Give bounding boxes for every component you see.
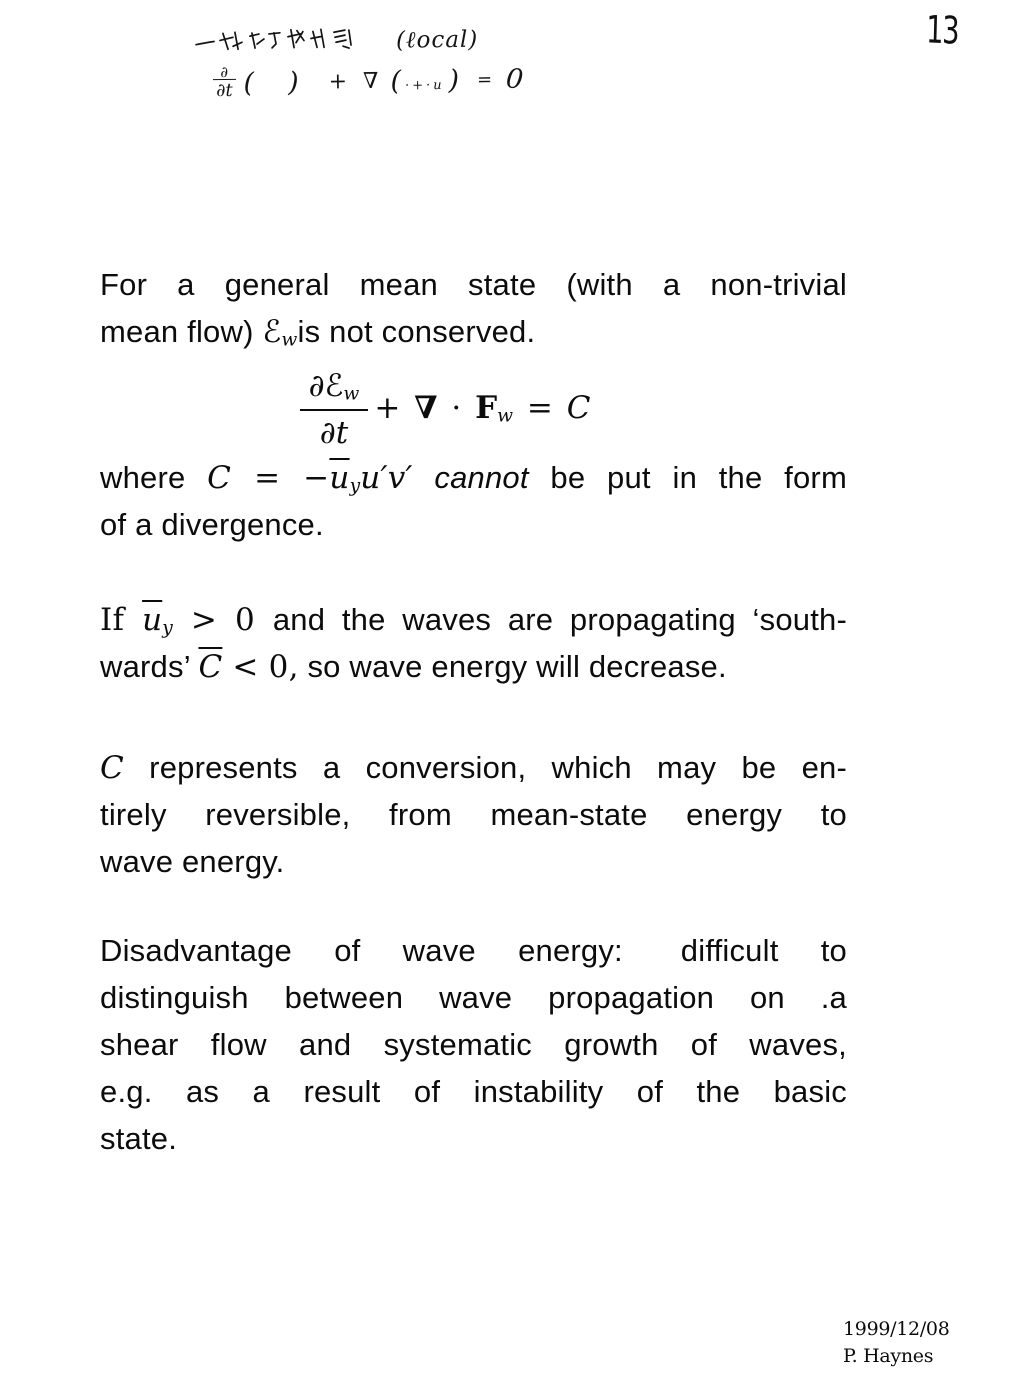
- paragraph-southwards: [100, 596, 847, 690]
- footer-author: P. Haynes: [843, 1345, 934, 1367]
- text-line: e.g. as a result of instability of the basic: [100, 1074, 847, 1109]
- footer-date: 1999/12/08: [843, 1318, 950, 1340]
- footer: [843, 1316, 950, 1370]
- text-line: where $C = -\overline{u}yu'v'$ cannot be put in the form: [100, 460, 847, 497]
- text-line: C represents a conversion, which may be en-: [100, 750, 847, 786]
- handwritten-annotation: [193, 22, 525, 102]
- handwritten-nabla: ∇: [362, 68, 379, 94]
- equation-denominator: ∂t: [319, 415, 349, 452]
- handwritten-paren: ): [287, 66, 299, 98]
- text-line: of a divergence.: [100, 507, 324, 542]
- text-line: Disadvantage of wave energy: difficult to: [100, 933, 847, 968]
- wave-energy-equation: [100, 368, 790, 451]
- page-number: 13: [925, 7, 959, 53]
- paragraph-conversion: [100, 744, 847, 885]
- paragraph-disadvantage: [100, 927, 847, 1162]
- handwritten-paren: ): [448, 64, 460, 96]
- handwritten-kanji-scribble: [193, 22, 388, 62]
- text-line: mean flow) ℰwis not conserved.: [100, 314, 536, 351]
- handwritten-fraction: [213, 62, 236, 102]
- text-line: wards’ $\overline{C} < 0$, so wave energy will decrease.: [100, 649, 727, 685]
- equation-numerator: ∂ℰw: [300, 368, 369, 411]
- text-line: If $\overline{u}y > 0$ and the waves are propagating ‘south-: [100, 602, 847, 639]
- text-line: distinguish between wave propagation on .a: [100, 980, 847, 1015]
- handwritten-equation: [213, 61, 524, 101]
- equation-fraction: [300, 368, 369, 451]
- handwritten-local-label: (ℓocal): [395, 26, 479, 54]
- paragraph-where-c: [100, 454, 847, 548]
- text-line: tirely reversible, from mean-state energy to: [100, 797, 847, 832]
- handwritten-equals: =: [476, 68, 493, 90]
- handwritten-paren: (: [390, 65, 402, 97]
- text-line: wave energy.: [100, 844, 285, 879]
- handwritten-zero: 0: [504, 62, 525, 96]
- handwritten-note-line: [193, 20, 524, 61]
- handwritten-flux-term: ·+·u: [404, 77, 445, 93]
- handwritten-plus: +: [328, 68, 348, 95]
- equation-rhs: + ∇ · Fw = C: [374, 389, 591, 426]
- handwritten-fraction-denominator: ∂t: [213, 79, 236, 101]
- handwritten-fraction-numerator: ∂: [220, 62, 229, 82]
- text-line: shear flow and systematic growth of waves,: [100, 1027, 847, 1062]
- paragraph-intro: [100, 261, 847, 355]
- text-line: state.: [100, 1121, 178, 1156]
- handwritten-paren: (: [243, 67, 255, 99]
- text-line: For a general mean state (with a non-trivial: [100, 267, 847, 302]
